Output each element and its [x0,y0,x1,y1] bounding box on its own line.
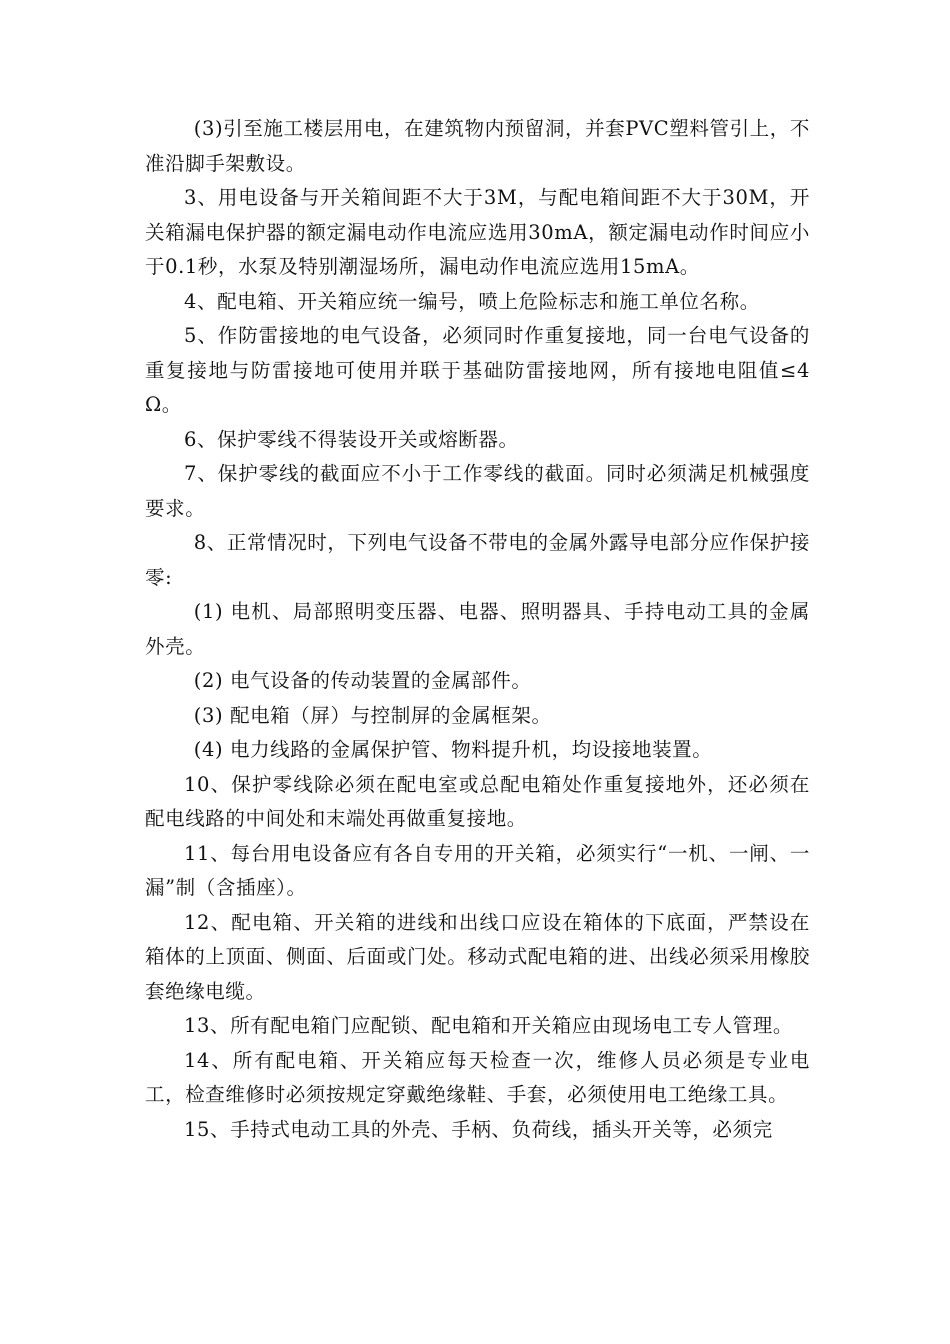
paragraph-rule-15: 15、手持式电动工具的外壳、手柄、负荷线，插头开关等，必须完 [184,1117,773,1141]
paragraph-rule-13: 13、所有配电箱门应配锁、配电箱和开关箱应由现场电工专人管理。 [184,1014,793,1037]
paragraph-rule-8-item-3: (3) 配电箱（屏）与控制屏的金属框架。 [193,703,552,727]
paragraph-rule-4: 4、配电箱、开关箱应统一编号，喷上危险标志和施工单位名称。 [184,289,760,313]
paragraph-rule-3: 3、用电设备与开关箱间距不大于3M，与配电箱间距不大于30M，开关箱漏电保护器的额定漏电动作电流应选用30mA，额定漏电动作时间应小于0.1秒，水泵及特别潮湿场所，漏电动作电流应选用15mA。 [145,186,810,278]
paragraph-rule-8-item-1: (1) 电机、局部照明变压器、电器、照明器具、手持电动工具的金属外壳。 [145,600,810,658]
paragraph-rule-6: 6、保护零线不得装设开关或熔断器。 [184,427,519,451]
paragraph-rule-8: 8、正常情况时，下列电气设备不带电的金属外露导电部分应作保护接零: [145,531,810,589]
paragraph-3-item: (3)引至施工楼层用电，在建筑物内预留洞，并套PVC塑料管引上，不准沿脚手架敷设。 [145,117,810,175]
paragraph-rule-8-item-4: (4) 电力线路的金属保护管、物料提升机，均设接地装置。 [193,738,713,761]
paragraph-rule-14: 14、所有配电箱、开关箱应每天检查一次，维修人员必须是专业电工，检查维修时必须按规定穿戴绝缘鞋、手套，必须使用电工绝缘工具。 [145,1048,810,1106]
paragraph-rule-12: 12、配电箱、开关箱的进线和出线口应设在箱体的下底面，严禁设在箱体的上顶面、侧面、后面或门处。移动式配电箱的进、出线必须采用橡胶套绝缘电缆。 [145,910,810,1003]
paragraph-rule-5: 5、作防雷接地的电气设备，必须同时作重复接地，同一台电气设备的重复接地与防雷接地可使用并联于基础防雷接地网，所有接地电阻值≤4Ω。 [145,324,810,416]
paragraph-rule-8-item-2: (2) 电气设备的传动装置的金属部件。 [193,669,532,692]
paragraph-rule-7: 7、保护零线的截面应不小于工作零线的截面。同时必须满足机械强度要求。 [145,462,810,520]
paragraph-rule-11: 11、每台用电设备应有各自专用的开关箱，必须实行“一机、一闸、一漏”制（含插座）。 [145,841,810,899]
document-body [145,112,810,1147]
paragraph-rule-10: 10、保护零线除必须在配电室或总配电箱处作重复接地外，还必须在配电线路的中间处和末端处再做重复接地。 [145,772,810,830]
